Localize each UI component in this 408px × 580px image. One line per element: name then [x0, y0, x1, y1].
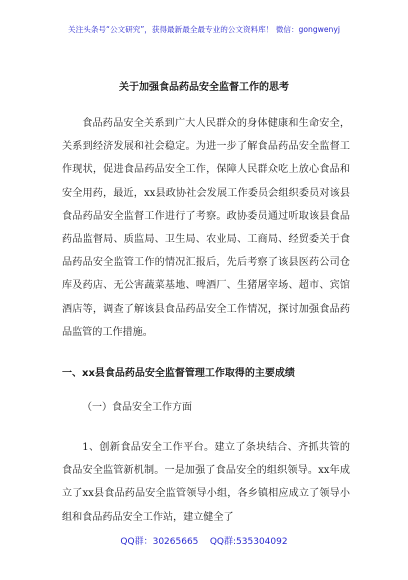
body-paragraph-item-1: 1、创新食品安全工作平台。建立了条块结合、齐抓共管的食品安全监管新机制。一是加强了食品安全的组织领导。xx年成立了xx县食品药品安全监管领导小组，各乡镇相应成立了领导小组和食品药品安全工作站，建立健全了 [62, 442, 350, 523]
sub-heading: （一）食品安全工作方面 [82, 402, 192, 413]
footer-note: QQ群：30265665 QQ群:535304092 [120, 537, 288, 547]
section-heading: 一、xx县食品药品安全监督管理工作取得的主要成绩 [62, 368, 295, 379]
body-paragraph-intro: 食品药品安全关系到广大人民群众的身体健康和生命安全，关系到经济发展和社会稳定。为进一步了解食品药品安全监督工作现状，促进食品药品安全工作，保障人民群众吃上放心食品和安全用药，最近，xx县政协社会发展工作委员会组织委员对该县食品药品安全监督工作进行了考察。政协委员通过听取该县食品药品监督局、质监局、卫生局、农业局、工商局、经贸委关于食品药品安全监管工作的情况汇报后，先后考察了该县医药公司仓库及药店、无公害蔬菜基地、啤酒厂、生猪屠宰场、超市、宾馆酒店等，调查了解该县食品药品安全工作情况，探讨加强食品药品监管的工作措施。 [62, 118, 350, 338]
document-title: 关于加强食品药品安全监督工作的思考 [119, 82, 289, 93]
header-note: 关注头条号“公文研究”，获得最新最全最专业的公文资料库！ 微信：gongwenyj [68, 25, 340, 34]
